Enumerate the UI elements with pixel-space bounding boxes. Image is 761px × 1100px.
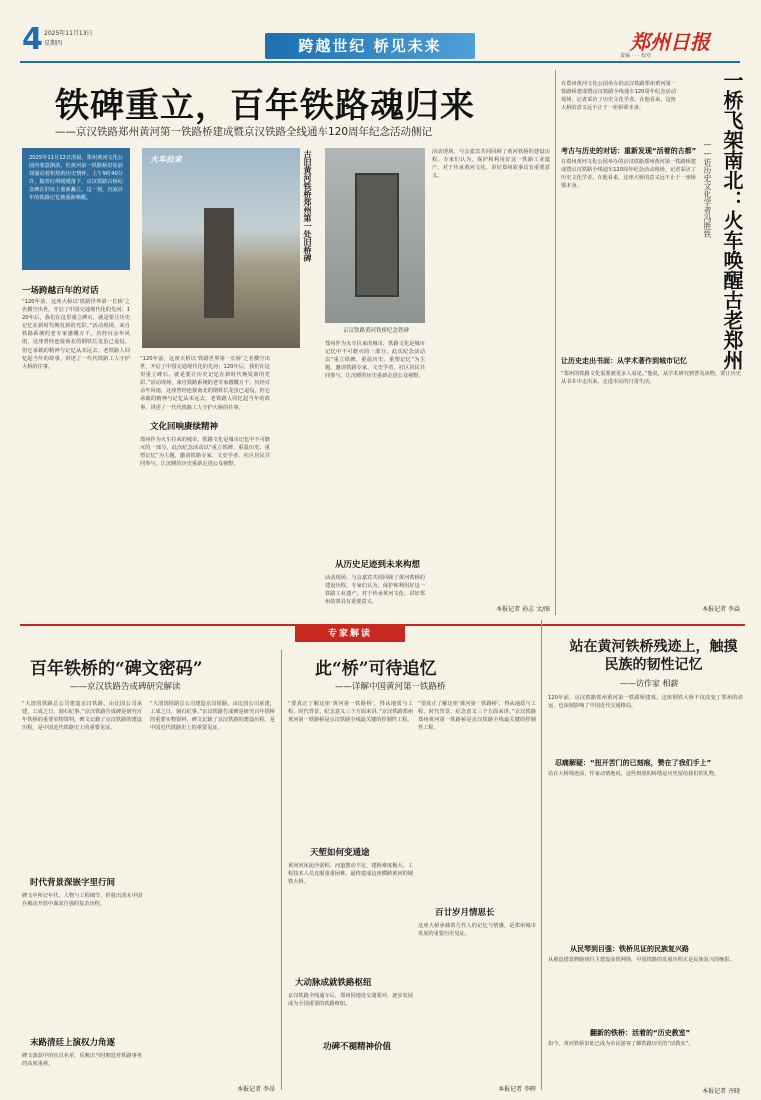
bm-section-title-5: 百廿岁月情思长 xyxy=(435,908,495,918)
br-section-title-2: 忍痛解疑：“扭开苦门的已刻痕，赞在了我们手上” xyxy=(555,759,712,767)
bm-section-title-4: 功碑不褪精神价值 xyxy=(323,1042,392,1052)
br-subheadline: ——访作家 相薪 xyxy=(620,679,679,688)
issue-date: 2025年11月13日 xyxy=(44,30,93,37)
photo-iron-tablet xyxy=(325,148,425,323)
br-body-4: 如今，黄河铁桥旧址已成为市民游客了解铁路历史的“活教室”。 xyxy=(548,1041,694,1047)
br-headline: 站在黄河铁桥残迹上，触摸民族的韧性记忆 xyxy=(569,639,738,673)
bl-section-title-3: 末路清廷上演权力角逐 xyxy=(30,1038,116,1048)
lead-box xyxy=(22,148,130,270)
photo2-caption: 京汉铁路黄河铁桥纪念铁碑 xyxy=(342,328,409,334)
page-header xyxy=(0,0,761,62)
br-body-2: 站在大桥残迹前，作家动情地说，这些斑驳的桥墩是历史留给我们的礼物。 xyxy=(548,771,720,777)
page-number: 4 xyxy=(22,22,43,57)
edition-title: 跨越世纪 桥见未来 xyxy=(298,37,442,55)
main-headline: 铁碑重立，百年铁路魂归来 xyxy=(55,86,475,126)
right-section-body-2: “郑州的铁路文化需要被更多人看见。”他说，从学术研究到普及读物，要让历史从书本中走出来，走进市民的日常生活。 xyxy=(561,371,741,386)
bl-body-1: “大清国铁路总公司建造京汉铁路，由比国公司承建，工成之日，刻石纪事。”京汉铁路告成碑是研究百年铁桥的重要实物资料，碑文记载了京汉铁路的建设历程，是中国近代铁路史上的重要见证。 xyxy=(22,701,142,732)
main-col-4: 活动现场，与会嘉宾共同回顾了黄河铁桥的建设历程。专家们认为，保护和利用好这一铁路工业遗产，对于传承黄河文化、讲好郑州故事具有重要意义。 xyxy=(432,149,550,180)
masthead-logo: 郑州日报 xyxy=(630,30,710,54)
bm-body-1: “要真正了解这座‘黄河第一铁路桥’，得从地质与工程、时代背景、纪念意义三个方面来讲。”京汉铁路郑州黄河第一铁路桥是京汉铁路全线最关键的控制性工程。 xyxy=(288,701,413,724)
br-body-3: 从被迫借款修路到自主建设高铁网络，中国铁路的发展历程正是民族复兴的缩影。 xyxy=(548,957,735,963)
section-body-3: 活动现场，与会嘉宾共同回顾了黄河铁桥的建设历程。专家们认为，保护和利用好这一铁路工业遗产，对于传承黄河文化、讲好郑州故事具有重要意义。 xyxy=(325,575,425,606)
right-vertical-title: 一桥飞架南北：火车唤醒古老郑州 xyxy=(720,70,744,370)
bl-body-2: 碑文中所记年代、人物与工程细节，折射出清末中国在被动开放中谋求自强的复杂历程。 xyxy=(22,893,142,908)
section-title-2: 文化回响赓续精神 xyxy=(150,422,219,432)
bm-body-2: 黄河河床泥沙淤积、河道摆动不定，建桥难度极大。工程技术人员克服重重困难，最终建成这座横跨黄河的钢铁大桥。 xyxy=(288,863,413,886)
lead-text: 2025年11月12日清晨，郑州黄河文化公园内寒意渐浓，但黄河第一铁路桥旧址前却涌动着炽热的历史情怀。上午9时40分许，随着红绸缓缓落下，京汉铁路古桥纪念碑在旧址上重新矗立。这一刻，沉寂百年的铁路记忆被重新唤醒。 xyxy=(29,155,123,201)
right-col-intro: 在郑州黄河文化公园举办的京汉铁路郑州黄河第一铁路桥建成暨京汉铁路全线通车120周年纪念活动现场，记者采访了历史文化学者。在他看来，这座大桥的意义远不止于一座桥梁本身。 xyxy=(561,81,676,112)
main-byline: 本报记者 孙志 文/图 xyxy=(496,606,550,613)
right-section-title-1: 考古与历史的对话：重新发现“活着的古都” xyxy=(561,147,697,155)
header-divider xyxy=(20,61,740,63)
bm-subheadline: ——详解中国黄河第一铁路桥 xyxy=(335,682,446,692)
right-vertical-sub: ——访历史文化学者冯胜铁 xyxy=(703,140,712,238)
right-section-title-2: 让历史走出书面：从学术著作到城市记忆 xyxy=(561,357,687,365)
br-section-title-3: 从民琴到目强：铁桥见证的民族复兴路 xyxy=(570,945,689,953)
section-body-1: “120年前，这座大桥以‘铁路世界第一长桥’之名横空出世，开启了中国交通现代化的先河；120年后，我们在这里重立碑石，就是要让历史记忆在新时代焕发新的光彩。”活动现场，来自铁路系统的老专家感慨万千。历经百余年风雨，这座曾经连接南北的钢铁长龙虽已退役，但它承载的精神与记忆从未远去。老铁路人回忆起当年的故事，讲述了一代代铁路工人守护大桥的往事。 xyxy=(22,299,130,370)
br-section-title-4: 翻新的铁桥：活着的“历史教室” xyxy=(590,1029,691,1037)
bm-col-2: “要真正了解这座‘黄河第一铁路桥’，得从地质与工程、时代背景、纪念意义三个方面来讲。”京汉铁路郑州黄河第一铁路桥是京汉铁路全线最关键的控制性工程。 xyxy=(418,701,536,732)
photo1-side-caption: 古旧黄河铁桥郑州第一处旧桥碑 xyxy=(303,150,312,262)
section-body-2: 郑州作为火车拉来的城市，铁路文化是城市记忆中不可磨灭的一部分。此次纪念活动以“重立铁碑、重温历史、重塑记忆”为主题，邀请铁路专家、文史学者、社区居民共同参与，让沉睡的历史重新走进公众视野。 xyxy=(140,437,270,468)
bl-headline: 百年铁桥的“碑文密码” xyxy=(30,659,203,679)
monument-slab xyxy=(204,208,234,318)
editorial-band-label xyxy=(295,626,405,642)
bl-subheadline: ——京汉铁路告成碑研究解读 xyxy=(70,682,181,692)
br-divider xyxy=(541,620,542,1090)
main-col-2: “120年前，这座大桥以‘铁路世界第一长桥’之名横空出世，开启了中国交通现代化的先河；120年后，我们在这里重立碑石，就是要让历史记忆在新时代焕发新的光彩。”活动现场，来自铁路系统的老专家感慨万千。历经百余年风雨，这座曾经连接南北的钢铁长龙虽已退役，但它承载的精神与记忆从未远去。老铁路人回忆起当年的故事，讲述了一代代铁路工人守护大桥的往事。 xyxy=(140,356,270,411)
right-vertical-headline xyxy=(700,70,746,410)
right-col-divider xyxy=(555,70,556,615)
photo-overlay-title: 火车拉来 xyxy=(150,155,182,164)
bl-body-3: 碑文落款中的官员名单，反映出当时朝廷对铁路事务的高度重视。 xyxy=(22,1053,142,1068)
br-body-1: 120年前，京汉铁路郑州黄河第一铁路桥建成，这座钢铁大桥不仅改变了郑州的命运，也深刻影响了中国近代交通格局。 xyxy=(548,695,743,710)
section-title-1: 一场跨越百年的对话 xyxy=(22,286,99,296)
bm-section-title-2: 天堑如何变通途 xyxy=(310,848,370,858)
photo-monument-river xyxy=(142,148,300,348)
br-byline: 本报记者 齐晓 xyxy=(702,1088,740,1095)
bl-byline: 本报记者 李昂 xyxy=(237,1086,275,1093)
main-subheadline: ——京汉铁路郑州黄河第一铁路桥建成暨京汉铁路全线通车120周年纪念活动侧记 xyxy=(55,126,433,138)
bm-divider xyxy=(281,650,282,1090)
header-meta: 责编 · · · 校对 xyxy=(620,53,652,59)
right-byline: 本报记者 李焱 xyxy=(702,606,740,613)
bm-byline: 本报记者 李晖 xyxy=(498,1086,536,1093)
bm-body-5: 这座大桥承载着几代人的记忆与情感，是郑州城市发展的重要历史见证。 xyxy=(418,923,536,938)
edition-banner xyxy=(265,33,475,59)
bl-section-title-2: 时代背景深嵌字里行间 xyxy=(30,878,116,888)
right-section-body-1: 在郑州黄河文化公园举办的京汉铁路郑州黄河第一铁路桥建成暨京汉铁路全线通车120周年纪念活动现场，记者采访了历史文化学者。在他看来，这座大桥的意义远不止于一座桥梁本身。 xyxy=(561,159,696,190)
bl-col-2: “大清国铁路总公司建造京汉铁路，由比国公司承建，工成之日，刻石纪事。”京汉铁路告成碑是研究百年铁桥的重要实物资料，碑文记载了京汉铁路的建设历程，是中国近代铁路史上的重要见证。 xyxy=(150,701,275,732)
section-title-3: 从历史足迹到未来构想 xyxy=(335,560,421,570)
bm-section-title-3: 大动脉成就铁路枢纽 xyxy=(295,978,372,988)
bm-headline: 此“桥”可待追忆 xyxy=(315,659,437,679)
issue-weekday: 星期四 xyxy=(44,40,63,47)
editorial-label-text: 专家解读 xyxy=(327,629,372,639)
tablet-slab xyxy=(355,173,399,297)
bm-body-3: 京汉铁路全线通车后，郑州因地处交通要冲，逐步发展成为全国重要的铁路枢纽。 xyxy=(288,993,413,1008)
main-col-3: 郑州作为火车拉来的城市，铁路文化是城市记忆中不可磨灭的一部分。此次纪念活动以“重立铁碑、重温历史、重塑记忆”为主题，邀请铁路专家、文史学者、社区居民共同参与，让沉睡的历史重新走进公众视野。 xyxy=(325,341,425,380)
